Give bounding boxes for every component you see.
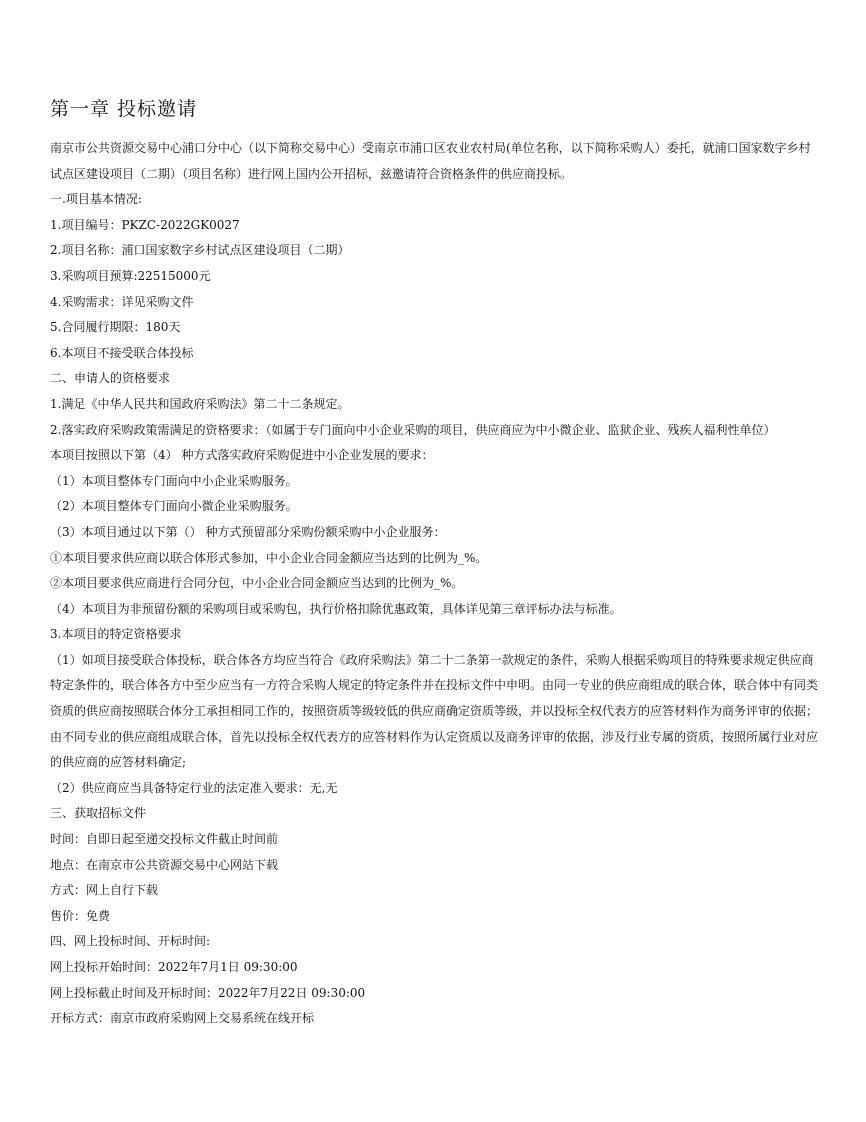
obtain-price: 售价：免费 <box>50 908 111 923</box>
special-requirement-2: （2）供应商应当具备特定行业的法定准入要求：无,无 <box>50 780 338 795</box>
intro-paragraph: 南京市公共资源交易中心浦口分中心（以下简称交易中心）受南京市浦口区农业农村局(单位名称，以下简称采购人）委托，就浦口国家数字乡村试点区建设项目（二期）（项目名称）进行网上国内公开招标，兹邀请符合资格条件的供应商投标。 <box>50 141 811 181</box>
section-heading-bid-times: 四、网上投标时间、开标时间: <box>50 934 211 949</box>
procurement-requirement: 4.采购需求：详见采购文件 <box>50 294 194 309</box>
obtain-method: 方式：网上自行下载 <box>50 883 159 898</box>
bid-start-time: 网上投标开始时间：2022年7月1日 09:30:00 <box>50 960 298 974</box>
section-heading-qualifications: 二、申请人的资格要求 <box>50 371 171 386</box>
qualification-item-2: 2.落实政府采购政策需满足的资格要求：（如属于专门面向中小企业采购的项目，供应商应为中小微企业、监狱企业、残疾人福利性单位） <box>50 422 776 437</box>
bid-opening-method: 开标方式：南京市政府采购网上交易系统在线开标 <box>50 1011 315 1026</box>
project-budget: 3.采购项目预算:22515000元 <box>50 268 211 283</box>
sme-option-2: （2）本项目整体专门面向小微企业采购服务。 <box>50 499 298 514</box>
section-heading-project-info: 一.项目基本情况: <box>50 192 142 207</box>
obtain-time: 时间：自即日起至递交投标文件截止时间前 <box>50 832 279 847</box>
special-requirement-1: （1）如项目接受联合体投标，联合体各方均应当符合《政府采购法》第二十二条第一款规定的条件，采购人根据采购项目的特殊要求规定供应商特定条件的，联合体各方中至少应当有一方符合采购人规定的特定条件并在投标文件中申明。由同一专业的供应商组成的联合体，联合体中有同类资质的供应商按照联合体分工承担相同工作的，按照资质等级较低的供应商确定资质等级，并以投标全权代表方的应答材料作为商务评审的依据；由不同专业的供应商组成联合体，首先以投标全权代表方的应答材料作为认定资质以及商务评审的依据，涉及行业专属的资质，按照所属行业对应的供应商的应答材料确定; <box>50 652 819 770</box>
sme-option-3b: ②本项目要求供应商进行合同分包，中小企业合同金额应当达到的比例为_%。 <box>50 576 464 591</box>
chapter-title: 第一章 投标邀请 <box>50 98 198 120</box>
obtain-place: 地点：在南京市公共资源交易中心网站下载 <box>50 857 279 872</box>
consortium-policy: 6.本项目不接受联合体投标 <box>50 345 194 360</box>
sme-policy-intro: 本项目按照以下第（4） 种方式落实政府采购促进中小企业发展的要求： <box>50 448 434 463</box>
sme-option-1: （1）本项目整体专门面向中小企业采购服务。 <box>50 473 298 488</box>
project-name: 2.项目名称：浦口国家数字乡村试点区建设项目（二期） <box>50 243 350 258</box>
section-heading-obtain-documents: 三、获取招标文件 <box>50 806 147 821</box>
bid-deadline-time: 网上投标截止时间及开标时间：2022年7月22日 09:30:00 <box>50 985 366 1000</box>
qualification-item-1: 1.满足《中华人民共和国政府采购法》第二十二条规定。 <box>50 396 350 411</box>
qualification-item-3: 3.本项目的特定资格要求 <box>50 627 182 642</box>
document-body <box>50 136 820 1032</box>
sme-option-3: （3）本项目通过以下第（） 种方式预留部分采购份额采购中小企业服务： <box>50 524 446 539</box>
sme-option-4: （4）本项目为非预留份额的采购项目或采购包，执行价格扣除优惠政策，具体详见第三章评标办法与标准。 <box>50 601 622 616</box>
sme-option-3a: ①本项目要求供应商以联合体形式参加，中小企业合同金额应当达到的比例为_%。 <box>50 550 488 565</box>
project-number: 1.项目编号：PKZC-2022GK0027 <box>50 217 240 232</box>
contract-period: 5.合同履行期限：180天 <box>50 320 181 335</box>
